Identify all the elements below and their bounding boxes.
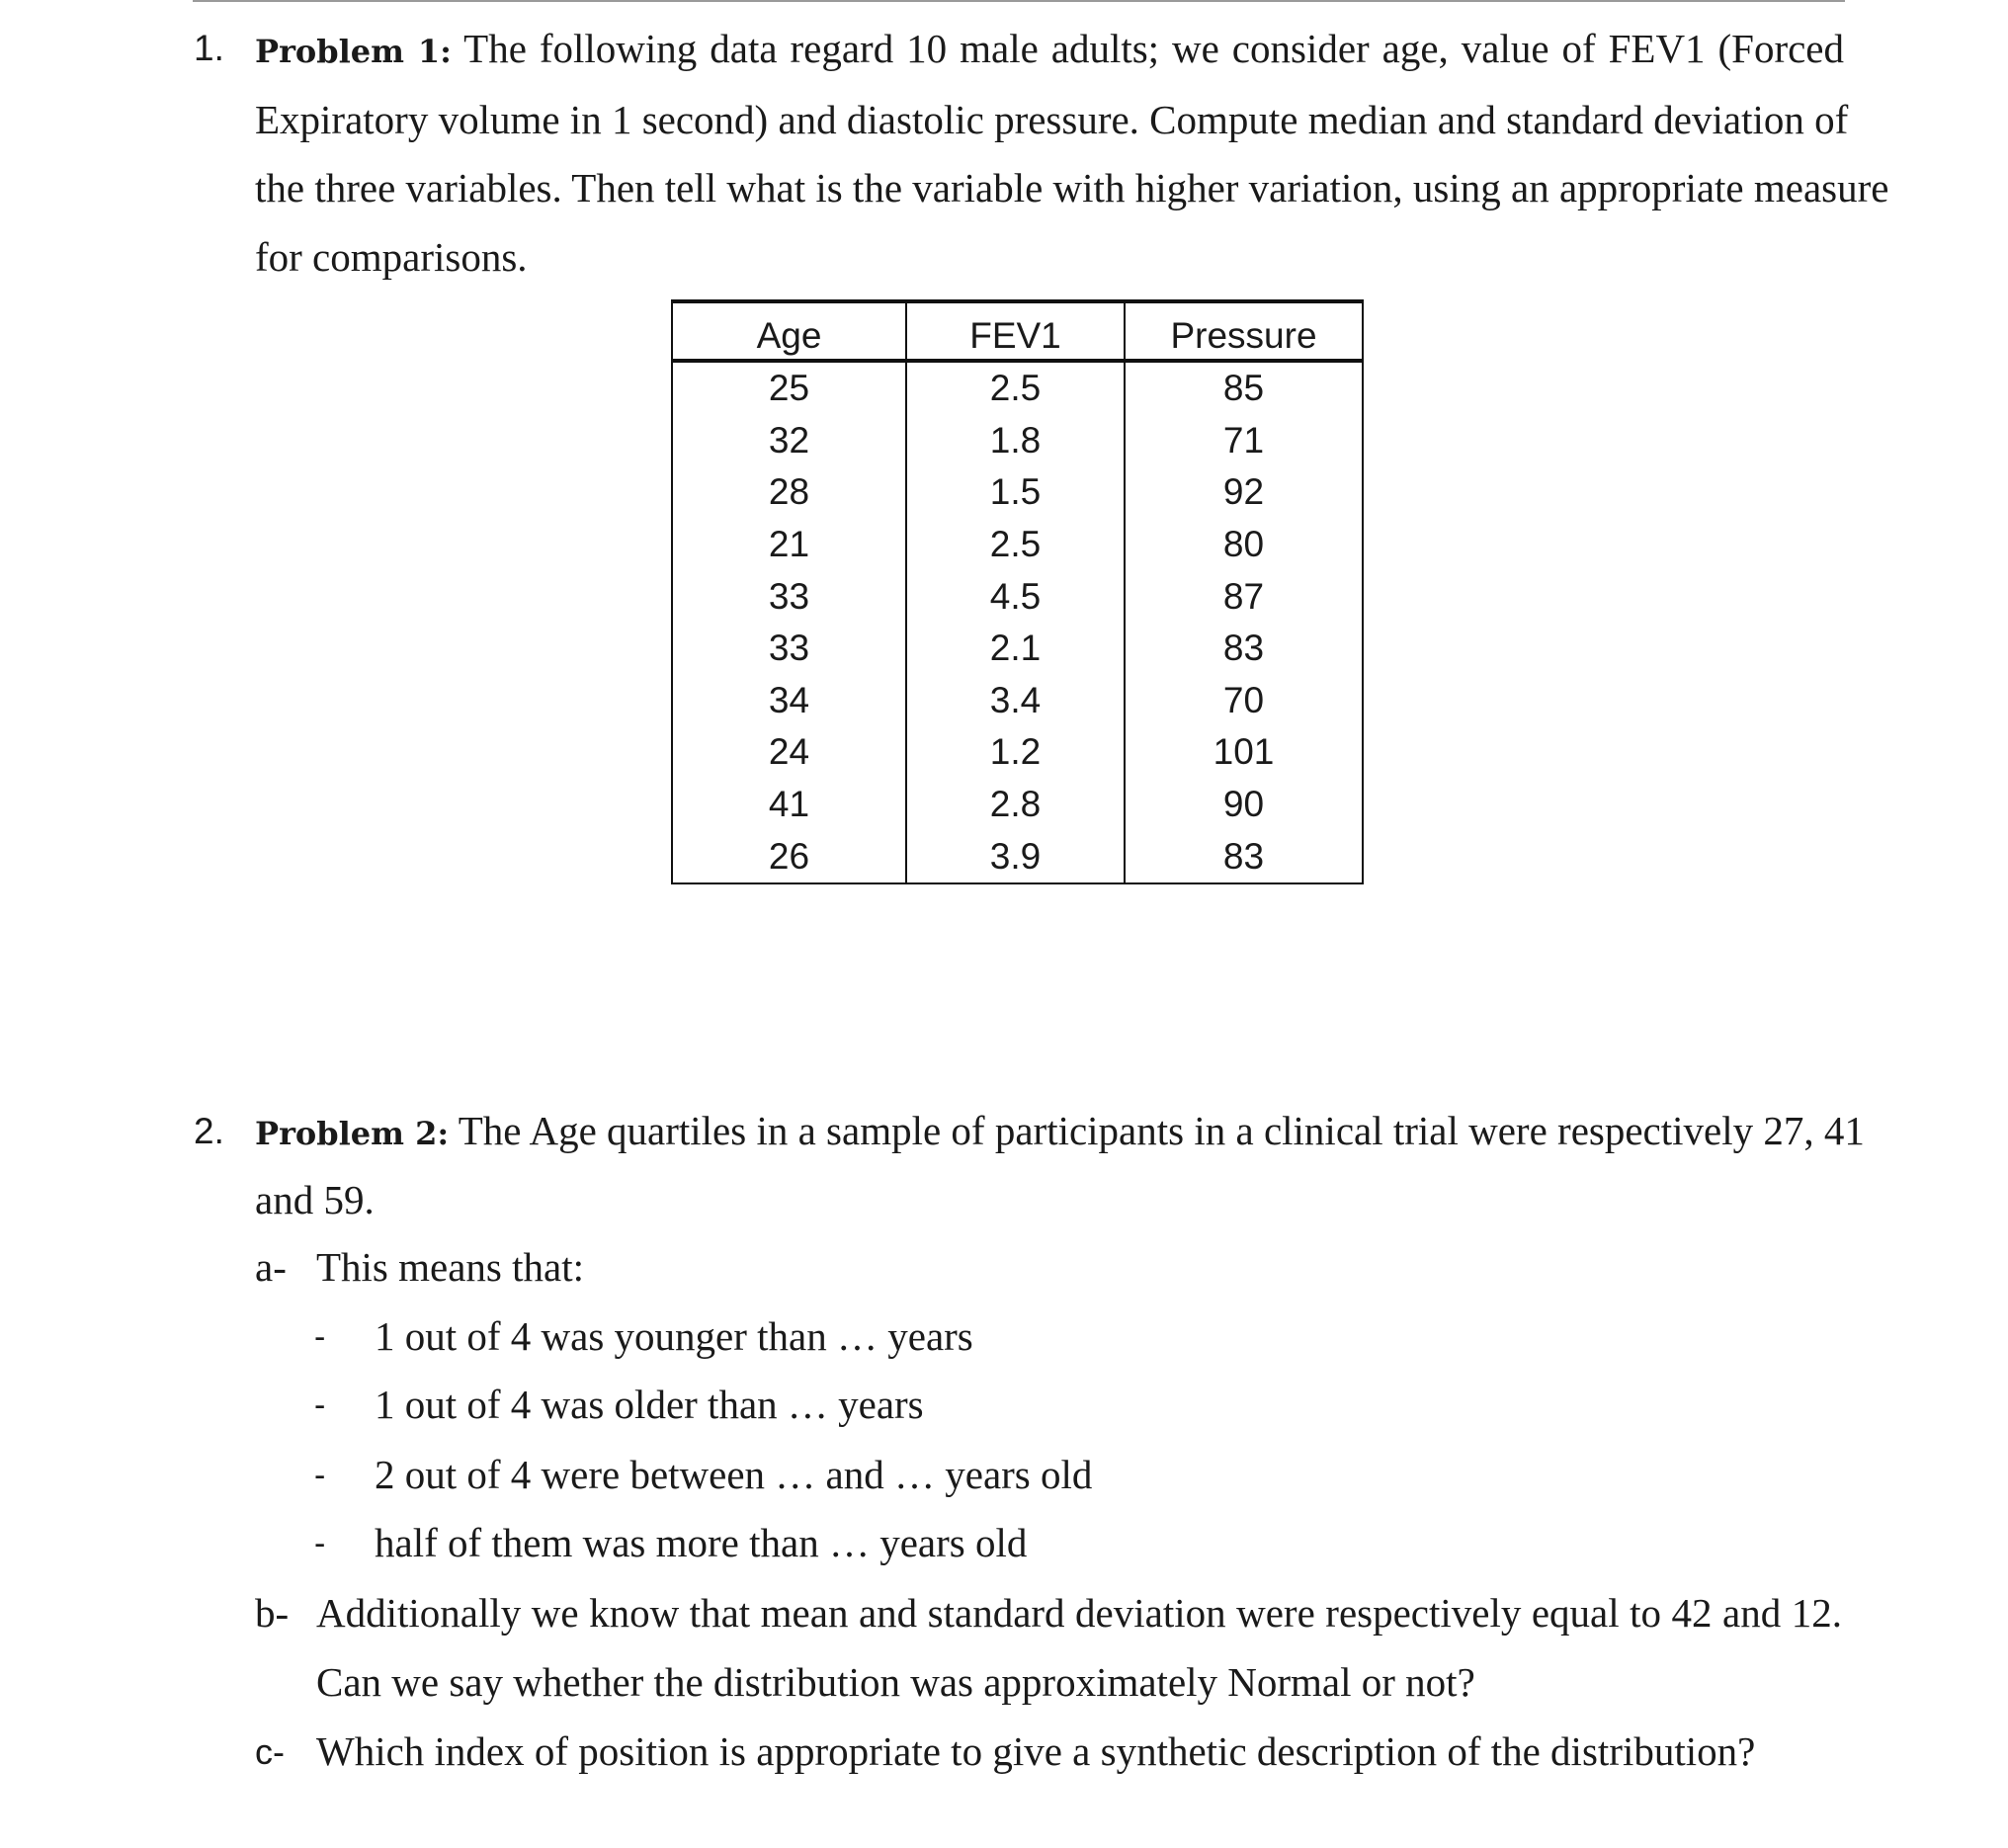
problem1-number: 1. [194,28,224,68]
part-b-label: b- [255,1590,290,1636]
table-row [672,726,1363,779]
cell-age: 28 [672,466,906,519]
bullet-marker: - [314,1386,326,1424]
header-pressure: Pressure [1125,301,1363,361]
header-fev1: FEV1 [906,301,1125,361]
table-row [672,570,1363,623]
cell-pressure: 101 [1125,726,1363,779]
cell-fev1: 3.9 [906,830,1125,883]
bullet-marker: - [314,1525,326,1562]
part-a-bullet-1: 1 out of 4 was younger than … years [375,1313,973,1359]
cell-fev1: 4.5 [906,570,1125,623]
cell-pressure: 85 [1125,361,1363,415]
table-row [672,415,1363,467]
cell-age: 33 [672,570,906,623]
part-b-line-1: Additionally we know that mean and standard deviation were respectively equal to 42 and 12. [316,1590,1842,1636]
cell-fev1: 1.2 [906,726,1125,779]
problem2-text-1: The Age quartiles in a sample of participants in a clinical trial were respectively 27, 41 [458,1108,1865,1153]
cell-fev1: 2.5 [906,361,1125,415]
problem1-label: Problem 1: [255,33,452,70]
cell-fev1: 2.5 [906,519,1125,571]
bullet-marker: - [314,1318,326,1356]
cell-pressure: 92 [1125,466,1363,519]
cell-pressure: 71 [1125,415,1363,467]
part-a-label: a- [255,1244,287,1290]
problem2-line-1 [255,1106,1865,1158]
table-row [672,361,1363,415]
cell-age: 34 [672,675,906,727]
cell-age: 21 [672,519,906,571]
problem1-line-4: for comparisons. [255,234,528,280]
table-row [672,830,1363,883]
cell-fev1: 1.8 [906,415,1125,467]
problem1-line-2: Expiratory volume in 1 second) and diastolic pressure. Compute median and standard deviation of [255,97,1849,142]
top-rule [193,0,1845,2]
cell-age: 33 [672,623,906,675]
cell-pressure: 80 [1125,519,1363,571]
problem1-text-1: The following data regard 10 male adults; we consider age, value of FEV1 (Forced [463,26,1845,71]
cell-pressure: 90 [1125,779,1363,831]
part-c-text: Which index of position is appropriate to give a synthetic description of the distribution? [316,1728,1756,1774]
bullet-marker: - [314,1457,326,1494]
part-a-bullet-4: half of them was more than … years old [375,1520,1028,1565]
table-row [672,519,1363,571]
table-row [672,623,1363,675]
cell-age: 25 [672,361,906,415]
cell-fev1: 1.5 [906,466,1125,519]
cell-age: 32 [672,415,906,467]
cell-fev1: 2.1 [906,623,1125,675]
part-a-bullet-3: 2 out of 4 were between … and … years old [375,1452,1093,1497]
table-row [672,675,1363,727]
cell-age: 41 [672,779,906,831]
cell-age: 24 [672,726,906,779]
table-row [672,779,1363,831]
part-a-text: This means that: [316,1244,585,1290]
cell-pressure: 83 [1125,623,1363,675]
part-b-line-2: Can we say whether the distribution was approximately Normal or not? [316,1659,1475,1705]
problem2-line-2: and 59. [255,1177,375,1222]
table-row [672,466,1363,519]
problem2-number: 2. [194,1111,224,1151]
problem1-line-3: the three variables. Then tell what is the variable with higher variation, using an appropriate measure [255,165,1889,210]
cell-pressure: 70 [1125,675,1363,727]
cell-fev1: 3.4 [906,675,1125,727]
cell-age: 26 [672,830,906,883]
table-header-row [672,301,1363,361]
part-a-bullet-2: 1 out of 4 was older than … years [375,1382,924,1427]
part-c-label: c- [255,1731,285,1772]
cell-fev1: 2.8 [906,779,1125,831]
cell-pressure: 87 [1125,570,1363,623]
problem1-line-1 [255,24,1844,76]
header-age: Age [672,301,906,361]
problem2-label: Problem 2: [255,1115,450,1152]
cell-pressure: 83 [1125,830,1363,883]
fev1-data-table [671,299,1364,884]
